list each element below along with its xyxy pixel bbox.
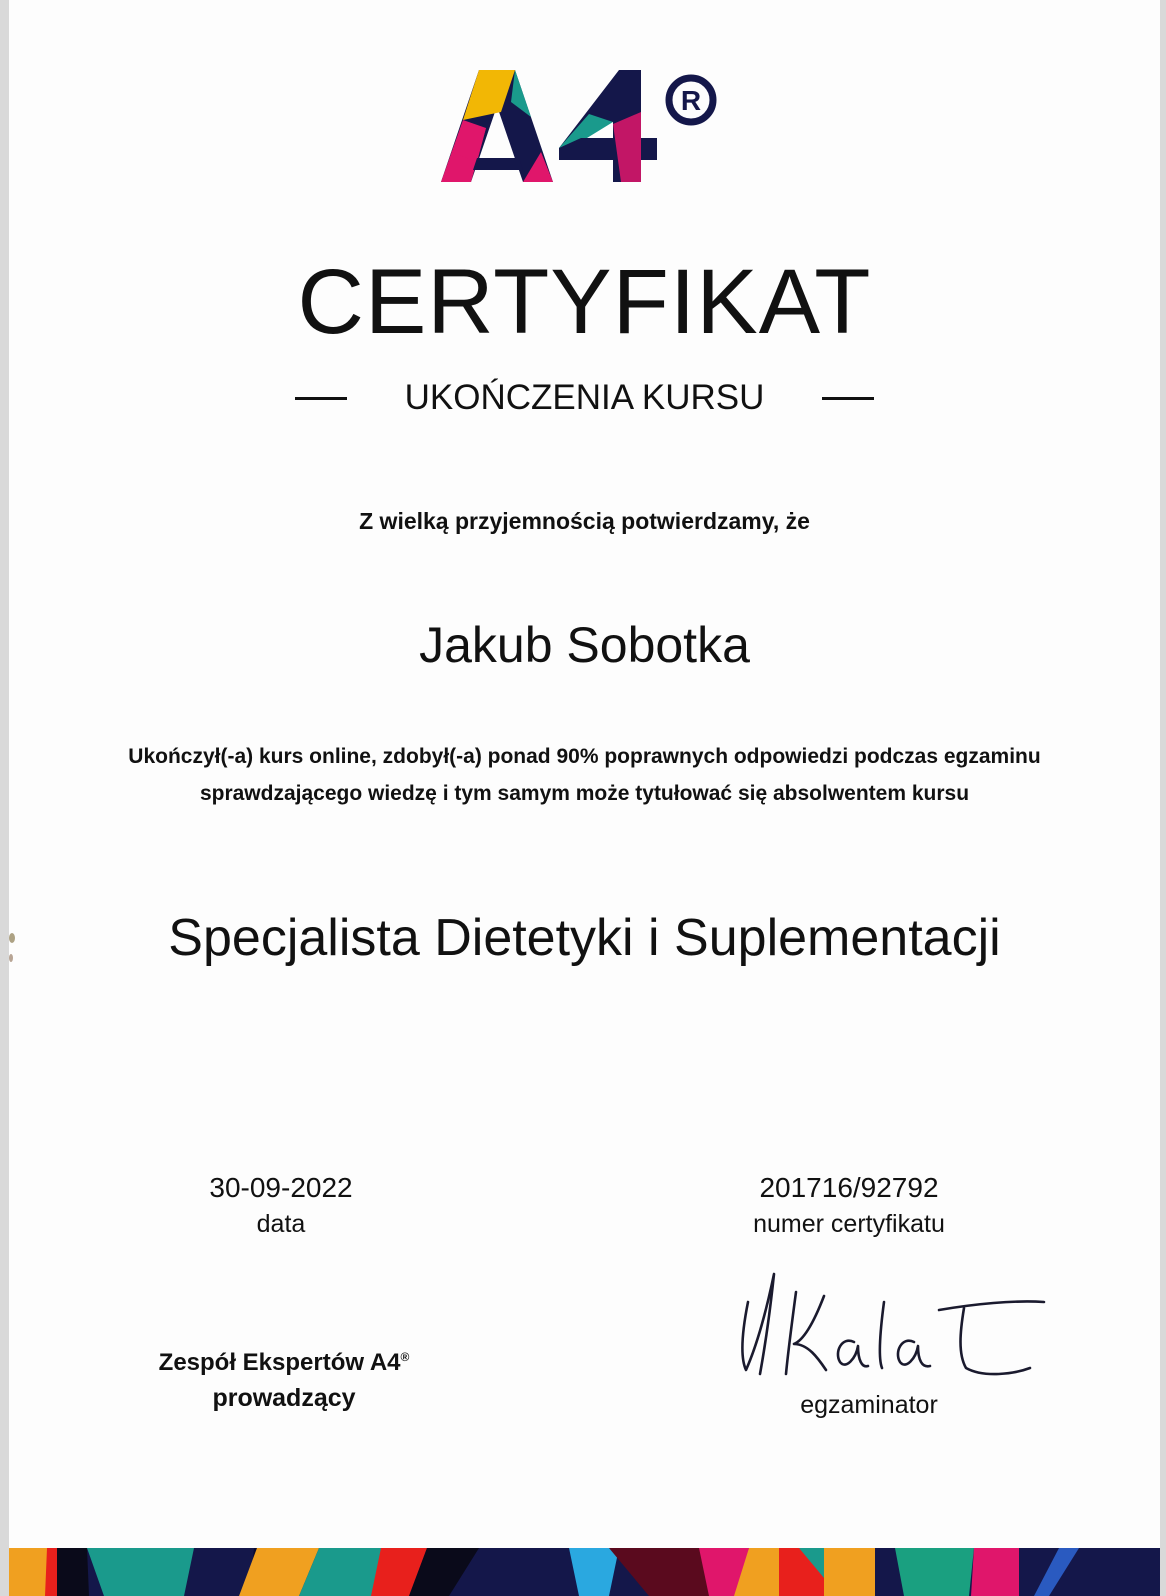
recipient-name: Jakub Sobotka bbox=[419, 617, 750, 673]
examiner-label: egzaminator bbox=[800, 1391, 938, 1419]
decorative-color-band bbox=[9, 1548, 1160, 1596]
certificate-title: CERTYFIKAT bbox=[297, 251, 872, 353]
examiner-signature-icon bbox=[734, 1262, 1054, 1392]
certificate-number-label: numer certyfikatu bbox=[753, 1210, 945, 1238]
completion-statement bbox=[9, 738, 1160, 812]
intro-text: Z wielką przyjemnością potwierdzamy, że bbox=[359, 508, 810, 534]
certificate-subtitle: UKOŃCZENIA KURSU bbox=[404, 378, 765, 417]
date-label: data bbox=[256, 1210, 306, 1238]
right-dash-divider bbox=[822, 397, 874, 400]
subtitle-row bbox=[9, 378, 1160, 418]
course-name: Specjalista Dietetyki i Suplementacji bbox=[168, 909, 1001, 967]
registered-mark: ® bbox=[400, 1350, 410, 1364]
left-dash-divider bbox=[295, 397, 347, 400]
date-value: 30-09-2022 bbox=[209, 1172, 353, 1203]
statement-line-2: sprawdzającego wiedzę i tym samym może tytułować się absolwentem kursu bbox=[199, 782, 970, 805]
a4-logo-icon bbox=[441, 62, 721, 187]
lead-block bbox=[119, 1340, 449, 1416]
statement-line-1: Ukończył(-a) kurs online, zdobył(-a) ponad 90% poprawnych odpowiedzi podczas egzaminu bbox=[128, 745, 1041, 768]
certificate-number-block bbox=[714, 1170, 984, 1242]
date-block bbox=[171, 1170, 391, 1242]
paper-mark-icon bbox=[9, 928, 17, 968]
lead-team-name: Zespół Ekspertów A4 bbox=[158, 1349, 401, 1376]
svg-text:R: R bbox=[680, 85, 702, 116]
certificate-number-value: 201716/92792 bbox=[759, 1172, 939, 1203]
certificate-page bbox=[9, 0, 1160, 1596]
lead-label: prowadzący bbox=[212, 1384, 356, 1412]
